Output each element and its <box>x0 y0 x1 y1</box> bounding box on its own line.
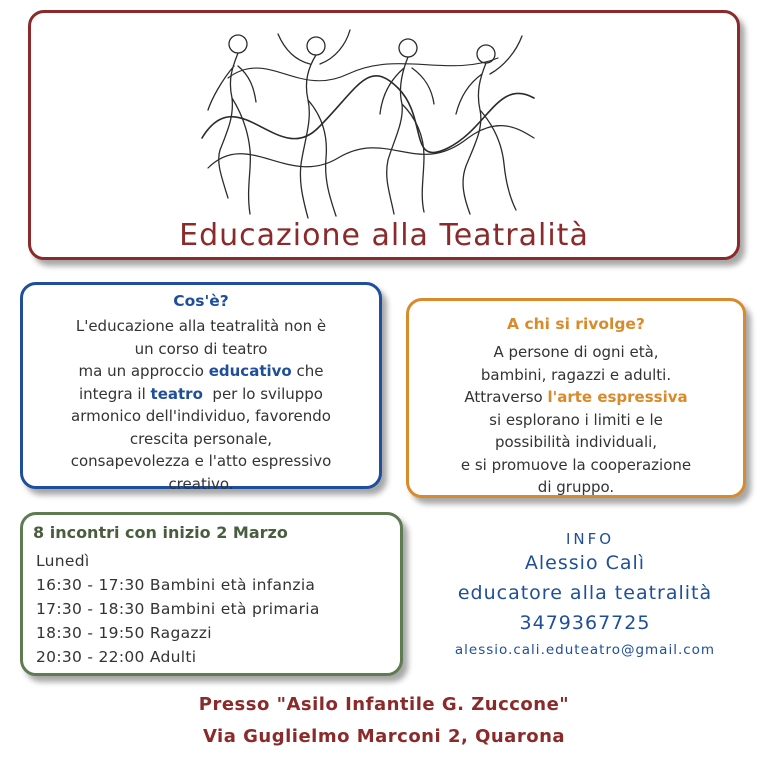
figure-2 <box>278 30 350 218</box>
who-line-7: di gruppo. <box>537 478 615 496</box>
what-line-3-text: ma un approccio <box>78 362 209 380</box>
schedule-item: 20:30 - 22:00 Adulti <box>36 648 197 666</box>
page-title: Educazione alla Teatralità <box>179 218 589 253</box>
what-line-1: L'educazione alla teatralità non è <box>75 317 327 335</box>
highlight-teatro: teatro <box>150 384 203 403</box>
who-body <box>409 341 743 499</box>
info-block <box>420 530 750 658</box>
who-line-2: bambini, ragazzi e adulti. <box>480 365 672 384</box>
what-line-4-text: integra il <box>79 384 151 403</box>
contact-email[interactable]: alessio.cali.eduteatro@gmail.com <box>454 642 716 658</box>
what-line-4-tail: per lo sviluppo <box>202 384 323 403</box>
highlight-educativo: educativo <box>208 362 292 380</box>
contact-phone[interactable]: 3479367725 <box>519 612 651 634</box>
what-line-8: creativo. <box>168 474 234 493</box>
figure-4 <box>456 36 522 214</box>
contact-name: Alessio Calì <box>524 552 646 574</box>
schedule-heading: 8 incontri con inizio 2 Marzo <box>33 523 288 542</box>
what-line-3-tail: che <box>291 362 324 380</box>
footer-address: Via Guglielmo Marconi 2, Quarona <box>202 726 566 747</box>
what-line-3 <box>23 360 379 383</box>
schedule-item: 16:30 - 17:30 Bambini età infanzia <box>36 576 316 594</box>
info-label: INFO <box>565 530 615 548</box>
schedule-item: 18:30 - 19:50 Ragazzi <box>36 624 212 642</box>
dancing-figures-icon <box>198 18 538 224</box>
what-card <box>20 282 382 493</box>
what-line-5: armonico dell'individuo, favorendo <box>71 407 331 425</box>
footer-venue: Presso "Asilo Infantile G. Zuccone" <box>198 694 570 715</box>
what-body <box>23 315 379 495</box>
who-line-6: e si promuove la cooperazione <box>460 455 692 474</box>
who-line-3 <box>409 386 743 409</box>
schedule-day: Lunedì <box>36 552 90 570</box>
who-card <box>406 298 746 498</box>
who-line-4: si esplorano i limiti e le <box>489 410 663 429</box>
who-line-1: A persone di ogni età, <box>493 343 659 361</box>
schedule-item: 17:30 - 18:30 Bambini età primaria <box>36 600 320 618</box>
contact-role: educatore alla teatralità <box>457 582 713 604</box>
schedule-card <box>20 512 403 676</box>
figure-1 <box>208 35 256 214</box>
who-line-3-text: Attraverso <box>464 388 548 406</box>
highlight-arte-espressiva: l'arte espressiva <box>547 388 688 406</box>
what-line-2: un corso di teatro <box>134 339 268 358</box>
who-line-5: possibilità individuali, <box>494 433 658 451</box>
what-line-4 <box>23 383 379 406</box>
what-line-7: consapevolezza e l'atto espressivo <box>70 452 332 470</box>
who-heading: A chi si rivolge? <box>507 315 645 333</box>
what-heading: Cos'è? <box>173 292 229 310</box>
schedule-list <box>36 549 320 669</box>
what-line-6: crescita personale, <box>129 429 273 448</box>
figure-3 <box>380 39 434 214</box>
